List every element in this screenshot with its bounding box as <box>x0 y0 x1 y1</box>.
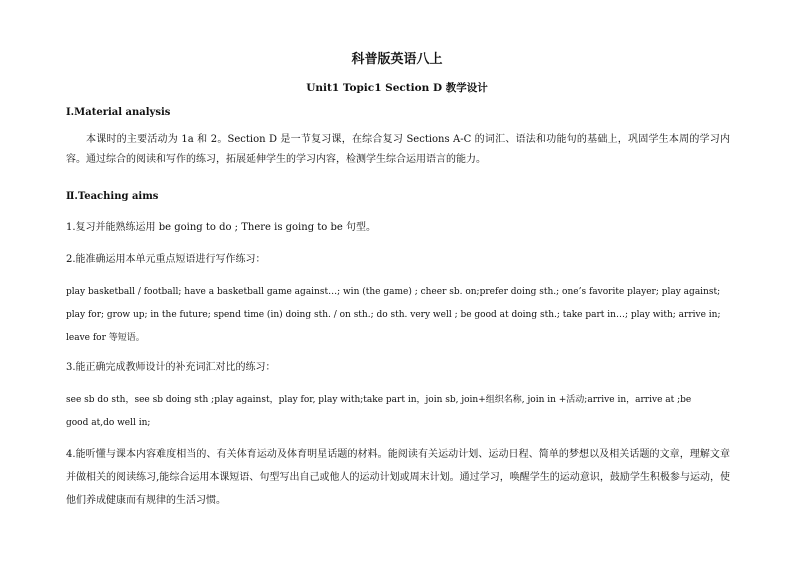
aim-1: 1.复习并能熟练运用 be going to do ; There is going to be 句型。 <box>66 222 376 233</box>
document-title: 科普版英语八上 <box>351 52 443 67</box>
phrases-line-1: play basketball / football; have a basketball game against…; win (the game) ; cheer sb. on;prefer doing sth.; one’s favorite player; play against; <box>66 287 721 297</box>
section-heading-material-analysis: Ⅰ.Material analysis <box>66 107 171 118</box>
document-subtitle: Unit1 Topic1 Section D 教学设计 <box>306 82 488 94</box>
vocab-line-2: good at,do well in; <box>66 418 151 428</box>
phrases-line-3: leave for 等短语。 <box>66 333 145 343</box>
aim-3: 3.能正确完成教师设计的补充词汇对比的练习： <box>66 362 276 373</box>
section-heading-teaching-aims: Ⅱ.Teaching aims <box>66 191 159 202</box>
aim-4: 4.能听懂与课本内容难度相当的、有关体育运动及体育明星话题的材料。能阅读有关运动计划、运动日程、简单的梦想以及相关话题的文章，理解文章并做相关的阅读练习,能综合运用本课短语、句型写出自己或他人的运动计划或周末计划。通过学习，唤醒学生的运动意识，鼓励学生积极参与运动，使他们养成健康而有规律的生活习惯。 <box>66 449 730 506</box>
aim-2: 2.能准确运用本单元重点短语进行写作练习： <box>66 254 266 265</box>
phrases-line-2: play for; grow up; in the future; spend time (in) doing sth. / on sth.; do sth. very well ; be good at doing sth.; take part in…; play with; arrive in; <box>66 310 721 320</box>
material-analysis-paragraph: 本课时的主要活动为 1a 和 2。Section D 是一节复习课，在综合复习 Sections A-C 的词汇、语法和功能句的基础上，巩固学生本周的学习内容。通过综合的阅读和写作的练习，拓展延伸学生的学习内容，检测学生综合运用语言的能力。 <box>66 134 730 165</box>
vocab-line-1: see sb do sth，see sb doing sth ;play against，play for, play with;take part in，join sb, join+组织名称, join in +活动;arrive in，arrive at ;be <box>66 395 692 405</box>
